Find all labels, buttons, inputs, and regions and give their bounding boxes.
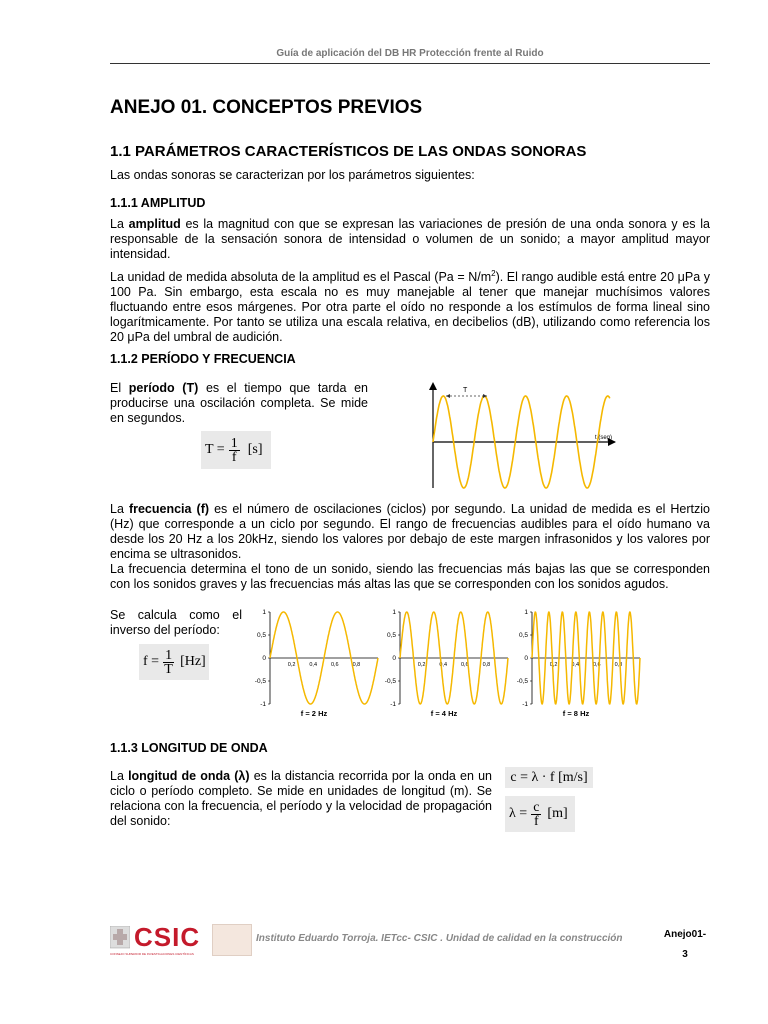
frequency-chart-2 (385, 609, 508, 718)
csic-logo: CSIC CONSEJO SUPERIOR DE INVESTIGACIONES CIENTÍFICAS (110, 922, 201, 956)
longitud-heading: 1.1.3 LONGITUD DE ONDA (110, 741, 268, 755)
x-tick-label: 0,6 (460, 662, 469, 668)
y-tick-label: 0 (392, 655, 396, 662)
x-tick-label: 0,6 (330, 662, 339, 668)
page-number: Anejo01- 3 (663, 929, 707, 960)
frequency-chart-3 (517, 609, 640, 718)
periodo-paragraph: El período (T) es el tiempo que tarda en producirse una oscilación completa. Se mide en segundos. (110, 381, 368, 425)
tono-paragraph: La frecuencia determina el tono de un sonido, siendo las frecuencias más bajas las que se corresponden con los sonidos graves y las frecuencias más altas las que se corresponden con los sonidos agudos. (110, 562, 710, 591)
csic-emblem-icon (110, 926, 130, 950)
x-tick-label: 0,8 (614, 662, 623, 668)
y-tick-label: -1 (390, 701, 396, 708)
period-graph-y-arrow (429, 382, 437, 390)
footer-text: Instituto Eduardo Torroja. IETcc- CSIC . Unidad de calidad en la construcción (256, 933, 623, 944)
header-rule (110, 63, 710, 64)
x-tick-label: 0,2 (549, 662, 558, 668)
x-tick-label: 0,4 (571, 662, 580, 668)
period-marker-label: T (463, 387, 468, 394)
y-tick-label: 0,5 (518, 632, 528, 639)
y-tick-label: 0 (262, 655, 266, 662)
y-tick-label: -1 (522, 701, 528, 708)
y-tick-label: -0,5 (254, 678, 266, 685)
ietcc-logo (212, 924, 252, 956)
periodo-heading: 1.1.2 PERÍODO Y FRECUENCIA (110, 352, 296, 366)
x-tick-label: 0,4 (309, 662, 318, 668)
x-tick-label: 0,8 (352, 662, 361, 668)
y-tick-label: -0,5 (384, 678, 396, 685)
frequency-chart-1 (255, 609, 378, 718)
y-tick-label: 1 (392, 609, 396, 616)
amplitud-paragraph-1: La amplitud es la magnitud con que se expresan las variaciones de presión de una onda sonora y es la responsable de la sensación sonora de intensidad o volumen de un sonido; a mayor amplitud mayor intensidad. (110, 217, 710, 261)
y-tick-label: 0,5 (256, 632, 266, 639)
y-tick-label: 0,5 (386, 632, 396, 639)
period-marker-arrow-left (446, 394, 450, 398)
section-title: 1.1 PARÁMETROS CARACTERÍSTICOS DE LAS ONDAS SONORAS (110, 143, 587, 160)
period-wave-graph (425, 382, 620, 490)
speed-formula: c = λ · f [m/s] (505, 767, 593, 788)
frequency-formula: f = $\frac{1}{T}$ [Hz] (139, 644, 209, 680)
y-tick-label: -1 (260, 701, 266, 708)
period-formula: T = $\frac{1}{f}$ [s] (201, 431, 271, 469)
intro-text: Las ondas sonoras se caracterizan por los parámetros siguientes: (110, 168, 475, 182)
chart-title: f = 8 Hz (562, 709, 590, 718)
x-tick-label: 0,4 (439, 662, 448, 668)
y-tick-label: 1 (262, 609, 266, 616)
chart-title: f = 4 Hz (430, 709, 458, 718)
frequency-charts (250, 604, 660, 720)
annex-title: ANEJO 01. CONCEPTOS PREVIOS (110, 97, 423, 118)
x-tick-label: 0,2 (417, 662, 426, 668)
frecuencia-paragraph: La frecuencia (f) es el número de oscilaciones (ciclos) por segundo. La unidad de medida es el Hertzio (Hz) que corresponde a un ciclo por segundo. El rango de frecuencias audibles para el oído humano va desde los 20 Hz a los 20kHz, siendo los valores por debajo de este margen infrasonidos y los valores por encima se ultrasonidos. (110, 502, 710, 561)
x-tick-label: 0,2 (287, 662, 296, 668)
y-tick-label: 1 (524, 609, 528, 616)
page-header: Guía de aplicación del DB HR Protección frente al Ruido (276, 48, 544, 59)
chart-title: f = 2 Hz (300, 709, 328, 718)
y-tick-label: 0 (524, 655, 528, 662)
period-graph-t-label: t (seg) (595, 435, 613, 441)
y-tick-label: -0,5 (516, 678, 528, 685)
amplitud-paragraph-2: La unidad de medida absoluta de la amplitud es el Pascal $(Pa = N/m^2)$. El rango audible está entre 20 μPa y 100 Pa. Sin embargo, esta escala no es muy manejable al tener que manejar muchísimos valores fluctuando entre esos márgenes. Por otra parte el oído no responde a los estímulos de forma lineal sino logarítmicamente. Por tanto se utiliza una escala relativa, en decibelios (dB), utilizando como referencia los 20 μPa del umbral de audición. (110, 269, 710, 345)
wavelength-formula: λ = $\frac{c}{f}$ [m] (505, 796, 575, 832)
amplitud-heading: 1.1.1 AMPLITUD (110, 196, 206, 210)
longitud-paragraph: La longitud de onda (λ) es la distancia recorrida por la onda en un ciclo o período completo. Se mide en unidades de longitud (m). Se relaciona con la frecuencia, el período y la velocidad de propagación del sonido: (110, 769, 492, 828)
inverso-paragraph: Se calcula como el inverso del período: (110, 608, 242, 637)
x-tick-label: 0,6 (592, 662, 601, 668)
x-tick-label: 0,8 (482, 662, 491, 668)
